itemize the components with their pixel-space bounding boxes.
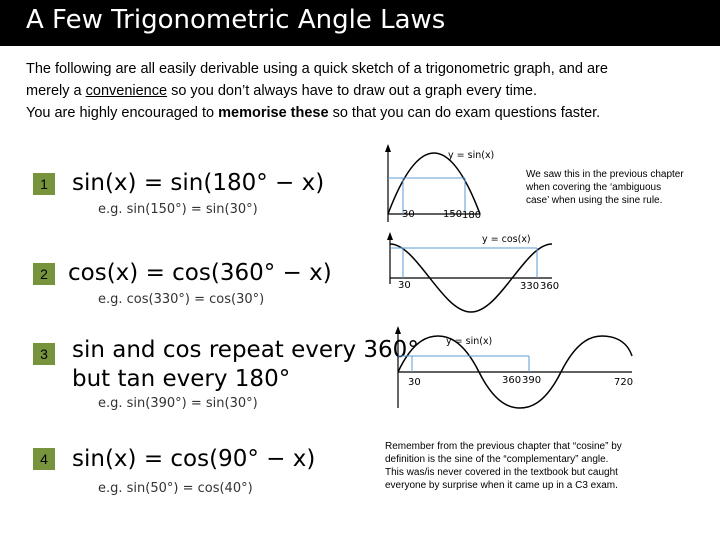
graph-2-tick-360: 360 [540, 281, 560, 292]
law-2-formula: cos(x) = cos(360° − x) [68, 260, 332, 286]
note-2-line-4: everyone by surprise when it came up in a C3 exam. [385, 480, 618, 491]
intro-line-2-end: so you don’t always have to draw out a graph every time. [167, 83, 538, 99]
law-2-example: e.g. cos(330°) = cos(30°) [98, 292, 265, 307]
note-2-line-3: This was/is never covered in the textbook but caught [385, 467, 618, 478]
law-1-badge: 1 [33, 173, 55, 195]
graph-1-label: y = sin(x) [448, 150, 495, 161]
law-1-formula: sin(x) = sin(180° − x) [72, 170, 325, 196]
graph-1-y-arrow [385, 144, 391, 152]
cosine-graph [382, 232, 582, 322]
intro-line-1: The following are all easily derivable using a quick sketch of a trigonometric graph, and are [26, 61, 608, 77]
law-4-badge: 4 [33, 448, 55, 470]
page-title: A Few Trigonometric Angle Laws [26, 5, 446, 35]
law-3-example: e.g. sin(390°) = sin(30°) [98, 396, 258, 411]
graph-1-curve [388, 153, 480, 214]
intro-memorise: memorise these [218, 105, 329, 121]
intro-line-3 [26, 102, 716, 124]
graph-3-label: y = sin(x) [446, 336, 493, 347]
law-3-formula-line-1: sin and cos repeat every 360° [72, 337, 419, 363]
graph-2-tick-30: 30 [398, 280, 411, 291]
graph-1-tick-30: 30 [402, 209, 415, 220]
graph-2-label: y = cos(x) [482, 234, 531, 245]
graph-2-tick-330: 330 [520, 281, 540, 292]
law-3-formula-line-2: but tan every 180° [72, 366, 291, 392]
graph-3-y-arrow [395, 326, 401, 334]
sine-graph-1 [380, 144, 510, 224]
note-2-line-1: Remember from the previous chapter that “cosine” by [385, 441, 622, 452]
intro-convenience: convenience [85, 83, 168, 99]
note-1-line-2: when covering the ‘ambiguous [526, 182, 662, 193]
note-2-line-2: definition is the sine of the “complementary” angle. [385, 454, 609, 465]
intro-line-2 [26, 80, 716, 102]
graph-1-tick-150: 150 [443, 209, 463, 220]
law-1-example: e.g. sin(150°) = sin(30°) [98, 202, 258, 217]
graph-3-tick-360: 360 [502, 375, 522, 386]
sine-graph-2 [392, 326, 652, 416]
law-2-badge: 2 [33, 263, 55, 285]
intro-line-3-start: You are highly encouraged to [26, 105, 219, 121]
graph-3-tick-720: 720 [614, 377, 634, 388]
title-bar [0, 0, 720, 46]
note-1-line-1: We saw this in the previous chapter [526, 169, 684, 180]
note-complementary-angle [385, 440, 622, 492]
graph-3-tick-390: 390 [522, 375, 542, 386]
law-4-example: e.g. sin(50°) = cos(40°) [98, 481, 253, 496]
law-3-badge: 3 [33, 343, 55, 365]
graph-1-tick-180: 180 [462, 210, 482, 221]
intro-text [26, 58, 716, 124]
note-1-line-3: case’ when using the sine rule. [526, 195, 663, 206]
note-ambiguous-case [526, 168, 684, 207]
graph-2-y-arrow [387, 232, 393, 240]
law-4-formula: sin(x) = cos(90° − x) [72, 446, 316, 472]
graph-3-tick-30: 30 [408, 377, 421, 388]
intro-line-3-end: so that you can do exam questions faster. [328, 105, 601, 121]
intro-line-2-start: merely a [26, 83, 86, 99]
